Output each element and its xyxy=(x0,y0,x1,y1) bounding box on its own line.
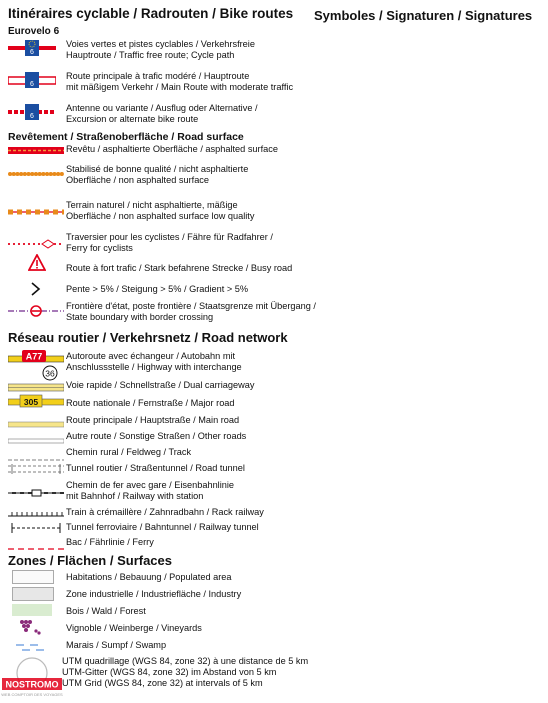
watermark-name: NOSTROMO xyxy=(5,679,59,690)
eurovelo-number: 6 xyxy=(30,49,34,56)
main-road-symbol xyxy=(8,416,64,434)
zone-3-line1: Bois / Wald / Forest xyxy=(66,606,146,616)
surface-3-line1: Terrain naturel / nicht asphaltierte, mäßige xyxy=(66,200,238,210)
railway-station-symbol xyxy=(8,485,64,503)
non-asphalted-surface-symbol xyxy=(8,166,64,184)
network-3-line1: Route nationale / Fernstraße / Major road xyxy=(66,398,235,408)
bike-routes-heading: Itinéraires cyclable / Radrouten / Bike routes xyxy=(8,6,294,21)
traffic-free-route-symbol xyxy=(8,38,56,65)
zone-2-line1: Zone industrielle / Industriefläche / Industry xyxy=(66,589,242,599)
asphalted-surface-symbol xyxy=(8,143,64,161)
route-1-line1: Voies vertes et pistes cyclables / Verkehrsfreie xyxy=(66,39,255,49)
surface-2-line1: Stabilisé de bonne qualité / nicht asphaltierte xyxy=(66,164,249,174)
gradient-chevron-icon xyxy=(28,281,44,302)
other-road-symbol xyxy=(8,433,64,451)
populated-area-swatch xyxy=(12,570,54,584)
nostromo-watermark-logo xyxy=(0,656,64,698)
zone-1-line1: Habitations / Bebauung / Populated area xyxy=(66,572,232,582)
network-11-line1: Bac / Fährlinie / Ferry xyxy=(66,537,154,547)
surface-1-line1: Revêtu / asphaltierte Oberfläche / asphalted surface xyxy=(66,144,278,154)
network-7-line1: Tunnel routier / Straßentunnel / Road tunnel xyxy=(66,463,245,473)
surface-5-line1: Route à fort trafic / Stark befahrene Strecke / Busy road xyxy=(66,263,293,273)
vineyard-icon xyxy=(14,617,44,642)
network-8-line2: mit Bahnhof / Railway with station xyxy=(66,491,204,501)
surface-2-line2: Oberfläche / non asphalted surface xyxy=(66,175,210,185)
forest-swatch xyxy=(12,604,52,616)
eurovelo-number: 6 xyxy=(30,81,34,88)
symbols-heading: Symboles / Signaturen / Signatures xyxy=(314,8,533,23)
route-2-line2: mit mäßigem Verkehr / Main Route with moderate traffic xyxy=(66,82,294,92)
network-4-line1: Route principale / Hauptstraße / Main road xyxy=(66,415,240,425)
eurovelo-label: Eurovelo 6 xyxy=(8,26,60,37)
surface-4-line1: Traversier pour les cyclistes / Fähre für Radfahrer / xyxy=(66,232,273,242)
network-1-line1: Autoroute avec échangeur / Autobahn mit xyxy=(66,351,236,361)
road-tunnel-symbol xyxy=(8,462,64,480)
busy-road-warning-icon xyxy=(28,254,46,277)
surface-7-line1: Frontière d'état, poste frontière / Staatsgrenze mit Übergang / xyxy=(66,301,316,311)
watermark-tagline: WEB COMPTOIR DES VOYAGES xyxy=(1,692,63,697)
eurovelo-number: 6 xyxy=(30,113,34,120)
network-6-line1: Chemin rural / Feldweg / Track xyxy=(66,447,192,457)
zone-4-line1: Vignoble / Weinberge / Vineyards xyxy=(66,623,202,633)
route-3-line1: Antenne ou variante / Ausflug oder Alternative / xyxy=(66,103,258,113)
excursion-route-symbol xyxy=(8,102,56,129)
zones-heading: Zones / Flächen / Surfaces xyxy=(8,553,172,568)
route-3-line2: Excursion or alternate bike route xyxy=(66,114,199,124)
road-network-heading: Réseau routier / Verkehrsnetz / Road network xyxy=(8,330,288,345)
network-1-line2: Anschlussstelle / Highway with interchange xyxy=(66,362,242,372)
utm-line-3: UTM Grid (WGS 84, zone 32) at intervals of 5 km xyxy=(62,678,263,688)
network-5-line1: Autre route / Sonstige Straßen / Other roads xyxy=(66,431,247,441)
mainroad-badge: 305 xyxy=(23,397,39,407)
route-1-line2: Hauptroute / Traffic free route; Cycle path xyxy=(66,50,235,60)
major-road-symbol xyxy=(8,394,64,415)
border-crossing-symbol xyxy=(8,304,64,323)
network-8-line1: Chemin de fer avec gare / Eisenbahnlinie xyxy=(66,480,235,490)
surface-6-line1: Pente > 5% / Steigung > 5% / Gradient > 5% xyxy=(66,284,249,294)
network-9-line1: Train à crémaillère / Zahnradbahn / Rack railway xyxy=(66,507,264,517)
network-10-line1: Tunnel ferroviaire / Bahntunnel / Railway tunnel xyxy=(66,522,259,532)
interchange-number: 36 xyxy=(45,368,55,379)
surface-4-line2: Ferry for cyclists xyxy=(66,243,133,253)
industry-swatch xyxy=(12,587,54,601)
surface-7-line2: State boundary with border crossing xyxy=(66,312,214,322)
road-surface-heading: Revêtement / Straßenoberfläche / Road surface xyxy=(8,131,244,143)
motorway-badge: A77 xyxy=(25,351,43,362)
utm-line-2: UTM-Gitter (WGS 84, zone 32) im Abstand von 5 km xyxy=(62,667,277,677)
railway-tunnel-symbol xyxy=(8,521,64,539)
route-2-line1: Route principale à trafic modéré / Hauptroute xyxy=(66,71,250,81)
network-2-line1: Voie rapide / Schnellstraße / Dual carriageway xyxy=(66,380,255,390)
main-route-symbol xyxy=(8,70,56,97)
zone-5-line1: Marais / Sumpf / Swamp xyxy=(66,640,167,650)
utm-line-1: UTM quadrillage (WGS 84, zone 32) à une distance de 5 km xyxy=(62,656,309,666)
surface-3-line2: Oberfläche / non asphalted surface low quality xyxy=(66,211,255,221)
low-quality-surface-symbol xyxy=(8,204,64,222)
bike-ferry-symbol xyxy=(8,236,64,254)
